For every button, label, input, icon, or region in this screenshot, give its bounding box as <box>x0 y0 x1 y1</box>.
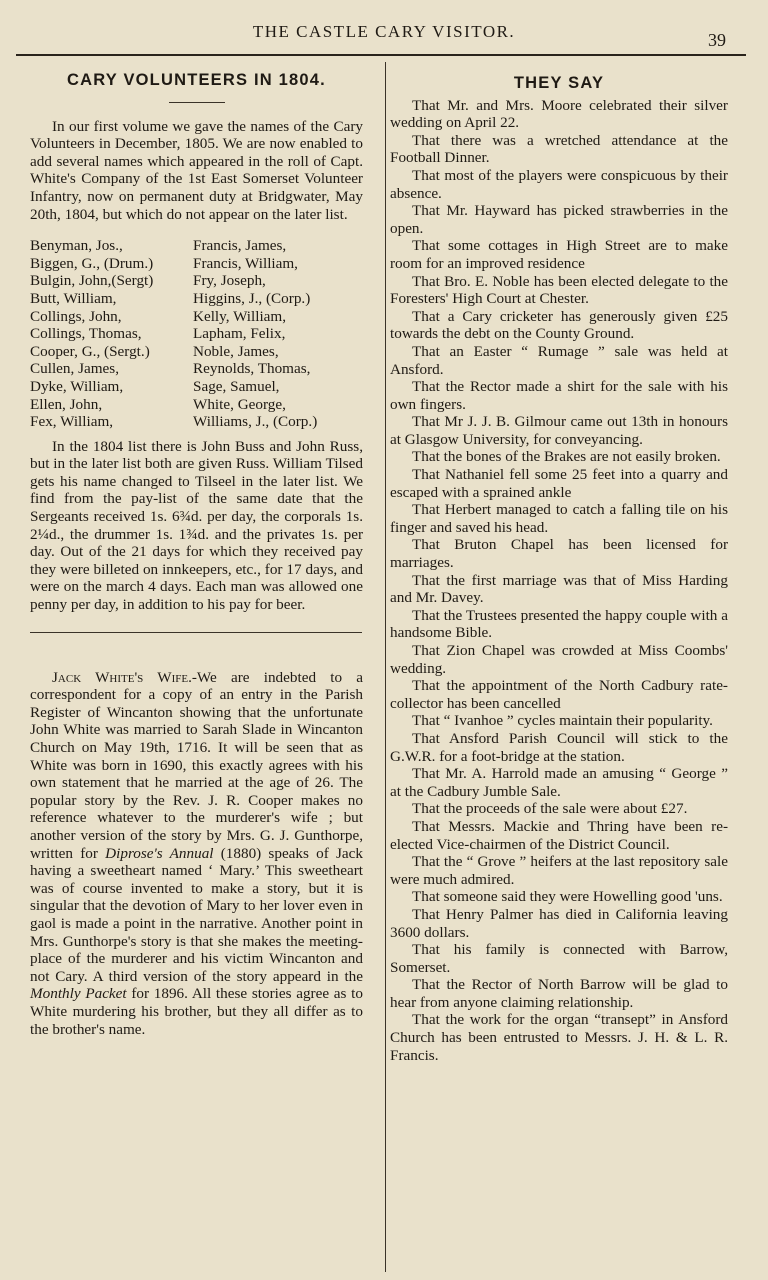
they-say-item: That Mr. Hayward has picked strawberries in the open. <box>390 202 728 237</box>
they-say-item: That the Rector of North Barrow will be glad to hear from anyone claiming relationship. <box>390 976 728 1011</box>
jack-white-wife-paragraph <box>30 669 363 1038</box>
they-say-item: That the work for the organ “transept” in Ansford Church has been entrusted to Messrs. J. H. & L. R. Francis. <box>390 1011 728 1064</box>
they-say-item: That the “ Grove ” heifers at the last repository sale were much admired. <box>390 853 728 888</box>
header-rule <box>16 54 746 56</box>
name-entry: Fry, Joseph, <box>193 272 266 290</box>
they-say-item: That Mr J. J. B. Gilmour came out 13th in honours at Glasgow University, for conveyancing. <box>390 413 728 448</box>
name-entry: Collings, John, <box>30 307 122 325</box>
they-say-item: That Bro. E. Noble has been elected delegate to the Foresters' High Court at Chester. <box>390 272 728 308</box>
name-entry: Higgins, J., (Corp.) <box>193 289 311 307</box>
name-entry: Noble, James, <box>193 342 279 360</box>
name-entry: Collings, Thomas, <box>30 325 142 343</box>
name-entry: Biggen, G., (Drum.) <box>30 254 154 272</box>
they-say-item: That his family is connected with Barrow, Somerset. <box>390 941 728 976</box>
name-row <box>30 272 362 290</box>
name-row <box>30 378 362 396</box>
name-entry: Reynolds, Thomas, <box>193 360 311 378</box>
diproses-annual-title: Diprose's Annual <box>105 844 214 862</box>
they-say-item: That some cottages in High Street are to make room for an improved residence <box>390 237 728 272</box>
name-row <box>30 237 362 255</box>
name-row <box>30 343 362 361</box>
name-entry: Cullen, James, <box>30 360 120 378</box>
volunteers-heading: CARY VOLUNTEERS IN 1804. <box>67 71 326 89</box>
name-entry: Cooper, G., (Sergt.) <box>30 342 150 360</box>
they-say-list <box>390 97 728 1065</box>
they-say-item: That Mr. A. Harrold made an amusing “ George ” at the Cadbury Jumble Sale. <box>390 765 728 800</box>
name-entry: Sage, Samuel, <box>193 377 280 395</box>
they-say-item: That Mr. and Mrs. Moore celebrated their silver wedding on April 22. <box>390 96 728 132</box>
they-say-item: That the Rector made a shirt for the sale with his own fingers. <box>390 378 728 413</box>
column-divider <box>385 62 386 1272</box>
wife-text: for 1896. All these stories agree as to White murdering his brother, but they all differ as to the brother's name. <box>30 985 363 1038</box>
they-say-item: That Herbert managed to catch a falling tile on his finger and saved his head. <box>390 501 728 536</box>
they-say-item: That the bones of the Brakes are not easily broken. <box>412 448 721 466</box>
they-say-item: That a Cary cricketer has generously given £25 towards the debt on the County Ground. <box>390 307 728 343</box>
name-entry: Butt, William, <box>30 289 117 307</box>
name-entry: Ellen, John, <box>30 395 103 413</box>
name-entry: Francis, William, <box>193 254 298 272</box>
name-entry: White, George, <box>193 395 286 413</box>
they-say-item: That there was a wretched attendance at the Football Dinner. <box>390 131 728 167</box>
they-say-item: That Ansford Parish Council will stick to the G.W.R. for a foot-bridge at the station. <box>390 729 728 765</box>
they-say-item: That Zion Chapel was crowded at Miss Coombs' wedding. <box>390 642 728 677</box>
name-row <box>30 290 362 308</box>
they-say-item: That Messrs. Mackie and Thring have been re-elected Vice-chairmen of the District Council. <box>390 817 728 853</box>
right-column <box>390 66 728 1064</box>
they-say-item: That most of the players were conspicuous by their absence. <box>390 166 728 202</box>
name-entry: Dyke, William, <box>30 377 124 395</box>
list-note-paragraph: In the 1804 list there is John Buss and John Russ, but in the later list both are given Russ. William Tilsed gets his name changed to Tilseel in the later list. We find from the pay-list of the same date that the Sergeants received 1s. 6¾d. per day, the corporals 1s. 2¼d., the drummer 1s. 1¾d. and the privates 1s. per day. Out of the 21 days for which they received pay they were billeted on innkeepers, etc., for 17 days, and were on the march 4 days. Each man was allowed one penny per day, in addition to his pay for beer. <box>30 437 363 614</box>
name-entry: Benyman, Jos., <box>30 237 123 255</box>
they-say-item: That someone said they were Howelling good 'uns. <box>412 888 723 906</box>
wife-text: -We are indebted to a correspondent for a copy of an entry in the Parish Register of Wincanton showing that the unfortunate John White was married to Sarah Slade in Wincanton Church on May 19th, 1716. It will be seen that as White was born in 1690, this exactly agrees with his own statement that he married at the age of 26. The popular story by the Rev. J. R. Cooper makes no reference whatever to the murderer's wife ; but another version of the story by Mrs. G. J. Gunthorpe, written for <box>30 668 364 862</box>
they-say-item: That the proceeds of the sale were about £27. <box>412 800 688 818</box>
name-entry: Lapham, Felix, <box>193 325 286 343</box>
jack-white-wife-title: Jack White's Wife. <box>52 668 192 686</box>
wife-text: (1880) speaks of Jack having a sweetheart named ‘ Mary.’ This sweetheart was of course invented to make a story, but it is singular that the devotion of Mary to her lover even in gaol is made a point in the narrative. Another point in Mrs. Gunthorpe's story is that she makes the meeting-place of the murderer and his victim Wincanton and not Cary. A third version of the story appeard in the <box>30 844 363 985</box>
they-say-item: That the Trustees presented the happy couple with a handsome Bible. <box>390 606 728 642</box>
name-entry: Kelly, William, <box>193 307 287 325</box>
name-row <box>30 360 362 378</box>
section-rule <box>30 632 362 633</box>
they-say-item: That “ Ivanhoe ” cycles maintain their popularity. <box>412 712 713 730</box>
name-entry: Bulgin, John,(Sergt) <box>30 272 154 290</box>
they-say-item: That an Easter “ Rumage ” sale was held at Ansford. <box>390 342 728 378</box>
name-row <box>30 308 362 326</box>
name-row <box>30 413 362 431</box>
they-say-item: That Nathaniel fell some 25 feet into a quarry and escaped with a sprained ankle <box>390 466 728 501</box>
name-row <box>30 255 362 273</box>
they-say-heading: THEY SAY <box>513 74 605 92</box>
left-column <box>30 66 363 1038</box>
volunteers-intro: In our first volume we gave the names of the Cary Volunteers in December, 1805. We are now enabled to add several names which appeared in the roll of Capt. White's Company of the 1st East Somerset Volunteer Infantry, now on permanent duty at Bridgwater, May 20th, 1804, but which do not appear on the later list. <box>30 117 363 223</box>
heading-rule <box>169 102 225 103</box>
name-entry: Francis, James, <box>193 237 287 255</box>
name-entry: Williams, J., (Corp.) <box>193 413 318 431</box>
they-say-item: That Bruton Chapel has been licensed for marriages. <box>390 536 728 572</box>
they-say-item: That the first marriage was that of Miss Harding and Mr. Davey. <box>390 571 728 607</box>
name-row <box>30 396 362 414</box>
volunteer-names-list <box>30 237 362 431</box>
they-say-item: That Henry Palmer has died in California leaving 3600 dollars. <box>390 905 728 941</box>
name-entry: Fex, William, <box>30 413 114 431</box>
page-number: 39 <box>708 30 726 50</box>
name-row <box>30 325 362 343</box>
monthly-packet-title: Monthly Packet <box>30 985 127 1003</box>
they-say-item: That the appointment of the North Cadbury rate-collector has been cancelled <box>390 677 728 712</box>
running-title: THE CASTLE CARY VISITOR. <box>252 22 516 41</box>
